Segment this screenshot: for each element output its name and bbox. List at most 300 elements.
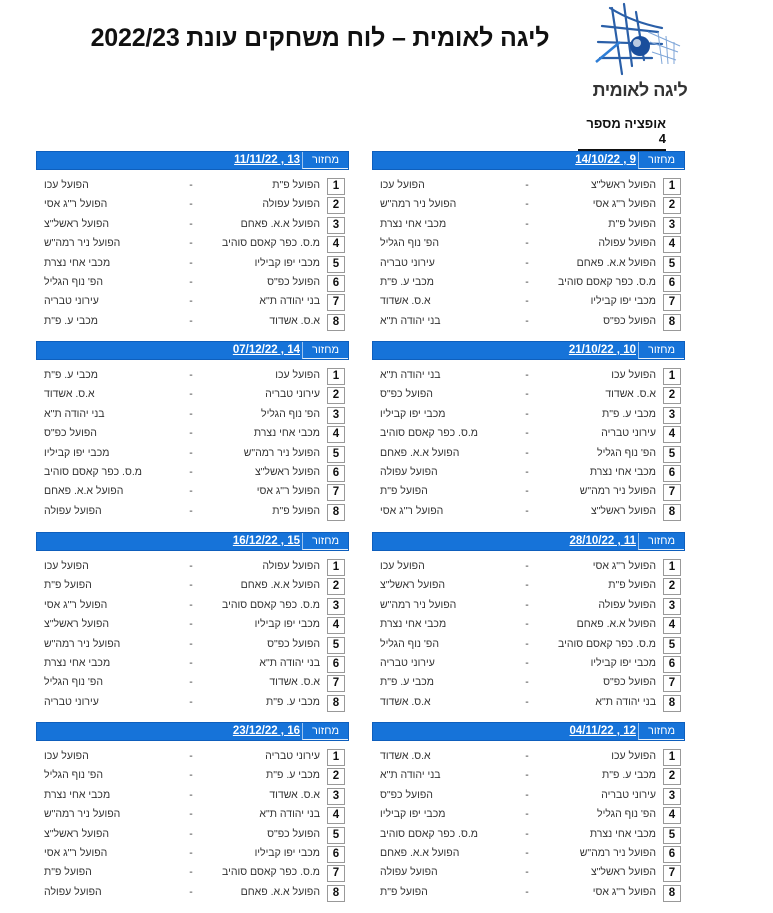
game-number: 4	[327, 807, 345, 824]
game-number: 6	[327, 656, 345, 673]
home-team: הפועל עפולה	[598, 598, 656, 611]
away-team: מכבי אחי נצרת	[44, 788, 111, 801]
vs-separator: -	[525, 427, 529, 440]
game-number: 3	[327, 407, 345, 424]
away-team: א.ס. אשדוד	[380, 750, 431, 762]
away-team: הפועל עכו	[380, 560, 425, 572]
home-team: הפועל א.א. פאחם	[576, 256, 656, 269]
away-team: מכבי ע. פ"ת	[44, 369, 98, 381]
game-row	[36, 636, 349, 655]
home-team: מכבי יפו קביליו	[254, 256, 320, 269]
game-row	[36, 597, 349, 616]
game-number: 3	[663, 217, 681, 234]
game-row	[36, 274, 349, 293]
away-team: הפועל ר"ג אסי	[44, 846, 108, 859]
vs-separator: -	[189, 217, 193, 230]
game-row	[36, 826, 349, 845]
away-team: הפועל עפולה	[44, 885, 102, 898]
game-number: 1	[663, 368, 681, 385]
game-number: 5	[663, 256, 681, 273]
game-number: 7	[663, 865, 681, 882]
game-row	[372, 425, 685, 444]
game-row	[372, 845, 685, 864]
vs-separator: -	[189, 579, 193, 592]
game-number: 6	[327, 275, 345, 292]
home-team: הפועל פ"ת	[272, 179, 320, 191]
game-row	[372, 806, 685, 825]
vs-separator: -	[189, 485, 193, 498]
away-team: הפ' נוף הגליל	[44, 676, 103, 689]
home-team: הפ' נוף הגליל	[597, 446, 656, 459]
home-team: עירוני טבריה	[265, 750, 320, 762]
game-row	[372, 483, 685, 502]
game-row	[36, 483, 349, 502]
game-number: 8	[327, 885, 345, 902]
away-team: הפועל ניר רמה"ש	[44, 237, 121, 250]
home-team: הפועל א.א. פאחם	[240, 579, 320, 592]
round-block	[36, 527, 349, 717]
home-team: הפועל ראשל"צ	[590, 179, 656, 191]
game-row	[372, 674, 685, 693]
vs-separator: -	[525, 846, 529, 859]
game-row	[372, 367, 685, 386]
game-row	[36, 806, 349, 825]
away-team: הפועל א.א. פאחם	[44, 485, 124, 498]
away-team: הפועל ר"ג אסי	[44, 198, 108, 211]
game-number: 7	[663, 675, 681, 692]
game-row	[372, 616, 685, 635]
vs-separator: -	[189, 827, 193, 840]
away-team: בני יהודה ת"א	[380, 314, 441, 327]
game-number: 4	[663, 236, 681, 253]
vs-separator: -	[189, 369, 193, 381]
round-label: מחזור	[302, 342, 348, 359]
game-number: 4	[327, 236, 345, 253]
game-number: 3	[663, 788, 681, 805]
game-number: 1	[327, 749, 345, 766]
home-team: מכבי יפו קביליו	[254, 846, 320, 859]
game-row	[372, 503, 685, 522]
vs-separator: -	[525, 217, 529, 230]
away-team: מכבי אחי נצרת	[44, 256, 111, 269]
vs-separator: -	[525, 598, 529, 611]
game-row	[372, 406, 685, 425]
game-row	[372, 655, 685, 674]
away-team: הפועל פ"ת	[380, 485, 428, 498]
vs-separator: -	[525, 179, 529, 191]
game-number: 2	[327, 578, 345, 595]
vs-separator: -	[189, 388, 193, 401]
game-row	[372, 787, 685, 806]
vs-separator: -	[525, 618, 529, 631]
vs-separator: -	[525, 504, 529, 517]
game-number: 7	[327, 865, 345, 882]
game-number: 8	[663, 695, 681, 712]
away-team: בני יהודה ת"א	[44, 407, 105, 420]
game-row	[36, 767, 349, 786]
game-number: 4	[327, 617, 345, 634]
away-team: הפועל ר"ג אסי	[44, 598, 108, 611]
game-number: 8	[663, 504, 681, 521]
home-team: הפועל פ"ת	[272, 504, 320, 517]
game-number: 6	[663, 846, 681, 863]
game-row	[372, 864, 685, 883]
vs-separator: -	[189, 808, 193, 821]
round-block	[36, 146, 349, 336]
vs-separator: -	[525, 388, 529, 401]
vs-separator: -	[189, 179, 193, 191]
vs-separator: -	[189, 695, 193, 708]
game-row	[372, 274, 685, 293]
game-row	[36, 313, 349, 332]
home-team: הפועל פ"ת	[608, 579, 656, 592]
vs-separator: -	[189, 407, 193, 420]
home-team: הפועל עכו	[611, 369, 656, 381]
game-number: 4	[663, 807, 681, 824]
game-number: 6	[663, 656, 681, 673]
away-team: מכבי יפו קביליו	[380, 808, 446, 821]
round-header	[36, 341, 349, 360]
home-team: הפועל ר"ג אסי	[256, 485, 320, 498]
vs-separator: -	[525, 407, 529, 420]
game-row	[372, 464, 685, 483]
games-list	[36, 558, 349, 713]
games-list	[36, 177, 349, 332]
game-number: 6	[327, 465, 345, 482]
vs-separator: -	[189, 504, 193, 517]
home-team: הפועל ר"ג אסי	[592, 560, 656, 572]
game-row	[36, 655, 349, 674]
game-row	[36, 845, 349, 864]
round-date: 14/10/22 , 9	[575, 154, 636, 166]
game-row	[372, 597, 685, 616]
game-row	[372, 216, 685, 235]
vs-separator: -	[525, 198, 529, 211]
game-number: 8	[327, 695, 345, 712]
round-label: מחזור	[638, 342, 684, 359]
home-team: עירוני טבריה	[601, 427, 656, 440]
game-number: 3	[327, 217, 345, 234]
game-number: 6	[327, 846, 345, 863]
round-label: מחזור	[638, 723, 684, 740]
round-block	[36, 717, 349, 907]
home-team: הפועל כפ"ס	[603, 676, 656, 689]
home-team: הפ' נוף הגליל	[261, 407, 320, 420]
away-team: א.ס. אשדוד	[380, 295, 431, 308]
away-team: הפועל א.א. פאחם	[380, 446, 460, 459]
game-number: 3	[327, 788, 345, 805]
home-team: מכבי אחי נצרת	[253, 427, 320, 440]
away-team: מ.ס. כפר קאסם סוהיב	[44, 465, 142, 478]
round-header	[36, 722, 349, 741]
game-row	[372, 196, 685, 215]
away-team: הפ' נוף הגליל	[380, 237, 439, 250]
vs-separator: -	[189, 256, 193, 269]
vs-separator: -	[189, 465, 193, 478]
home-team: הפועל כפ"ס	[267, 827, 320, 840]
game-row	[36, 293, 349, 312]
vs-separator: -	[525, 750, 529, 762]
away-team: מכבי אחי נצרת	[44, 656, 111, 669]
game-row	[36, 255, 349, 274]
game-row	[372, 748, 685, 767]
home-team: עירוני טבריה	[601, 788, 656, 801]
home-team: הפועל ניר רמה"ש	[579, 846, 656, 859]
away-team: הפ' נוף הגליל	[44, 275, 103, 288]
game-number: 5	[327, 637, 345, 654]
away-team: הפועל ראשל"צ	[44, 618, 110, 631]
game-number: 5	[327, 827, 345, 844]
ball-icon	[630, 36, 650, 56]
vs-separator: -	[189, 618, 193, 631]
home-team: הפועל ר"ג אסי	[592, 198, 656, 211]
game-row	[372, 255, 685, 274]
round-date: 11/11/22 , 13	[234, 154, 300, 166]
home-team: מכבי יפו קביליו	[590, 295, 656, 308]
home-team: א.ס. אשדוד	[605, 388, 656, 401]
vs-separator: -	[189, 846, 193, 859]
away-team: עירוני טבריה	[44, 695, 99, 708]
home-team: הפועל א.א. פאחם	[240, 217, 320, 230]
home-team: מ.ס. כפר קאסם סוהיב	[558, 637, 656, 650]
game-number: 1	[663, 559, 681, 576]
option-label: אופציה מספר 4	[578, 116, 666, 151]
vs-separator: -	[189, 676, 193, 689]
home-team: בני יהודה ת"א	[259, 656, 320, 669]
games-list	[372, 558, 685, 713]
home-team: הפועל ראשל"צ	[254, 465, 320, 478]
round-header	[372, 722, 685, 741]
vs-separator: -	[525, 237, 529, 250]
vs-separator: -	[525, 560, 529, 572]
home-team: עירוני טבריה	[265, 388, 320, 401]
home-team: מכבי יפו קביליו	[254, 618, 320, 631]
away-team: הפ' נוף הגליל	[44, 769, 103, 782]
game-number: 5	[327, 446, 345, 463]
home-team: מ.ס. כפר קאסם סוהיב	[222, 866, 320, 879]
vs-separator: -	[525, 369, 529, 381]
game-row	[372, 694, 685, 713]
home-team: הפועל א.א. פאחם	[240, 885, 320, 898]
round-label: מחזור	[302, 723, 348, 740]
vs-separator: -	[189, 769, 193, 782]
away-team: מכבי אחי נצרת	[380, 618, 447, 631]
away-team: מכבי ע. פ"ת	[380, 275, 434, 288]
home-team: א.ס. אשדוד	[269, 314, 320, 327]
page-title: ליגה לאומית – לוח משחקים עונת 2022/23	[90, 24, 550, 52]
game-number: 1	[327, 368, 345, 385]
away-team: הפועל עפולה	[380, 866, 438, 879]
game-row	[36, 235, 349, 254]
home-team: הפועל עכו	[275, 369, 320, 381]
home-team: הפועל א.א. פאחם	[576, 618, 656, 631]
game-row	[36, 406, 349, 425]
game-number: 5	[663, 827, 681, 844]
vs-separator: -	[189, 788, 193, 801]
game-number: 8	[663, 885, 681, 902]
home-team: מכבי אחי נצרת	[589, 465, 656, 478]
game-number: 8	[327, 314, 345, 331]
game-row	[372, 235, 685, 254]
vs-separator: -	[189, 560, 193, 572]
away-team: מכבי ע. פ"ת	[44, 314, 98, 327]
away-team: מ.ס. כפר קאסם סוהיב	[380, 427, 478, 440]
game-row	[372, 636, 685, 655]
away-team: הפועל ראשל"צ	[380, 579, 446, 592]
games-list	[372, 748, 685, 903]
away-team: הפועל עכו	[44, 560, 89, 572]
games-list	[372, 367, 685, 522]
vs-separator: -	[525, 676, 529, 689]
game-row	[36, 196, 349, 215]
round-date: 04/11/22 , 12	[569, 725, 636, 737]
goal-net-ball-icon	[592, 2, 688, 82]
vs-separator: -	[525, 769, 529, 782]
game-row	[36, 386, 349, 405]
game-row	[36, 616, 349, 635]
away-team: הפועל פ"ת	[380, 885, 428, 898]
vs-separator: -	[525, 788, 529, 801]
away-team: הפועל ניר רמה"ש	[44, 637, 121, 650]
vs-separator: -	[189, 295, 193, 308]
away-team: עירוני טבריה	[380, 256, 435, 269]
game-row	[372, 577, 685, 596]
game-number: 3	[663, 407, 681, 424]
game-number: 2	[327, 197, 345, 214]
vs-separator: -	[525, 695, 529, 708]
round-header	[372, 151, 685, 170]
vs-separator: -	[525, 446, 529, 459]
game-number: 3	[327, 598, 345, 615]
vs-separator: -	[189, 885, 193, 898]
away-team: הפועל ראשל"צ	[44, 217, 110, 230]
round-date: 28/10/22 , 11	[569, 535, 636, 547]
game-number: 7	[663, 294, 681, 311]
home-team: הפועל כפ"ס	[267, 637, 320, 650]
game-number: 1	[663, 178, 681, 195]
vs-separator: -	[189, 446, 193, 459]
game-number: 7	[327, 675, 345, 692]
game-row	[36, 748, 349, 767]
home-team: הפועל ניר רמה"ש	[579, 485, 656, 498]
vs-separator: -	[525, 866, 529, 879]
game-number: 8	[327, 504, 345, 521]
games-list	[36, 367, 349, 522]
away-team: מ.ס. כפר קאסם סוהיב	[380, 827, 478, 840]
round-date: 16/12/22 , 15	[232, 535, 300, 547]
round-header	[36, 532, 349, 551]
game-number: 6	[663, 275, 681, 292]
home-team: מכבי ע. פ"ת	[602, 407, 656, 420]
round-label: מחזור	[302, 152, 348, 169]
game-row	[36, 674, 349, 693]
round-block	[372, 717, 685, 907]
away-team: הפועל ראשל"צ	[44, 827, 110, 840]
vs-separator: -	[189, 637, 193, 650]
round-block	[36, 336, 349, 526]
away-team: מכבי אחי נצרת	[380, 217, 447, 230]
round-label: מחזור	[638, 533, 684, 550]
home-team: מכבי אחי נצרת	[589, 827, 656, 840]
home-team: מכבי יפו קביליו	[590, 656, 656, 669]
game-number: 4	[327, 426, 345, 443]
away-team: בני יהודה ת"א	[380, 769, 441, 782]
game-row	[36, 367, 349, 386]
logo-text: ליגה לאומית	[592, 80, 688, 100]
game-row	[36, 694, 349, 713]
away-team: הפועל עפולה	[44, 504, 102, 517]
away-team: הפועל כפ"ס	[380, 388, 433, 401]
away-team: הפועל ניר רמה"ש	[44, 808, 121, 821]
game-number: 8	[663, 314, 681, 331]
home-team: הפועל כפ"ס	[267, 275, 320, 288]
round-label: מחזור	[302, 533, 348, 550]
home-team: הפועל פ"ת	[608, 217, 656, 230]
away-team: הפ' נוף הגליל	[380, 637, 439, 650]
game-number: 2	[327, 768, 345, 785]
game-row	[372, 826, 685, 845]
home-team: הפ' נוף הגליל	[597, 808, 656, 821]
away-team: הפועל עכו	[380, 179, 425, 191]
home-team: הפועל עכו	[611, 750, 656, 762]
game-number: 1	[327, 178, 345, 195]
game-row	[36, 425, 349, 444]
away-team: הפועל ר"ג אסי	[380, 504, 444, 517]
game-row	[36, 503, 349, 522]
vs-separator: -	[525, 485, 529, 498]
round-date: 21/10/22 , 10	[568, 344, 636, 356]
vs-separator: -	[189, 866, 193, 879]
game-number: 2	[663, 768, 681, 785]
game-row	[372, 884, 685, 903]
round-label: מחזור	[638, 152, 684, 169]
game-row	[36, 558, 349, 577]
vs-separator: -	[525, 295, 529, 308]
vs-separator: -	[525, 808, 529, 821]
round-header	[372, 532, 685, 551]
away-team: הפועל כפ"ס	[44, 427, 97, 440]
home-team: הפועל ר"ג אסי	[592, 885, 656, 898]
home-team: הפועל עפולה	[262, 198, 320, 211]
vs-separator: -	[189, 656, 193, 669]
home-team: בני יהודה ת"א	[259, 808, 320, 821]
home-team: מ.ס. כפר קאסם סוהיב	[222, 598, 320, 611]
game-number: 6	[663, 465, 681, 482]
game-number: 2	[663, 197, 681, 214]
round-header	[372, 341, 685, 360]
away-team: הפועל פ"ת	[44, 579, 92, 592]
home-team: הפועל עפולה	[262, 560, 320, 572]
game-row	[36, 177, 349, 196]
round-date: 07/12/22 , 14	[232, 344, 300, 356]
away-team: הפועל פ"ת	[44, 866, 92, 879]
away-team: א.ס. אשדוד	[380, 695, 431, 708]
game-number: 2	[663, 387, 681, 404]
away-team: בני יהודה ת"א	[380, 369, 441, 381]
vs-separator: -	[525, 275, 529, 288]
away-team: הפועל א.א. פאחם	[380, 846, 460, 859]
game-row	[36, 787, 349, 806]
vs-separator: -	[525, 637, 529, 650]
vs-separator: -	[525, 256, 529, 269]
away-team: הפועל עכו	[44, 179, 89, 191]
away-team: הפועל ניר רמה"ש	[380, 198, 457, 211]
away-team: הפועל ניר רמה"ש	[380, 598, 457, 611]
game-number: 7	[663, 484, 681, 501]
vs-separator: -	[525, 885, 529, 898]
game-number: 5	[663, 446, 681, 463]
game-number: 4	[663, 617, 681, 634]
